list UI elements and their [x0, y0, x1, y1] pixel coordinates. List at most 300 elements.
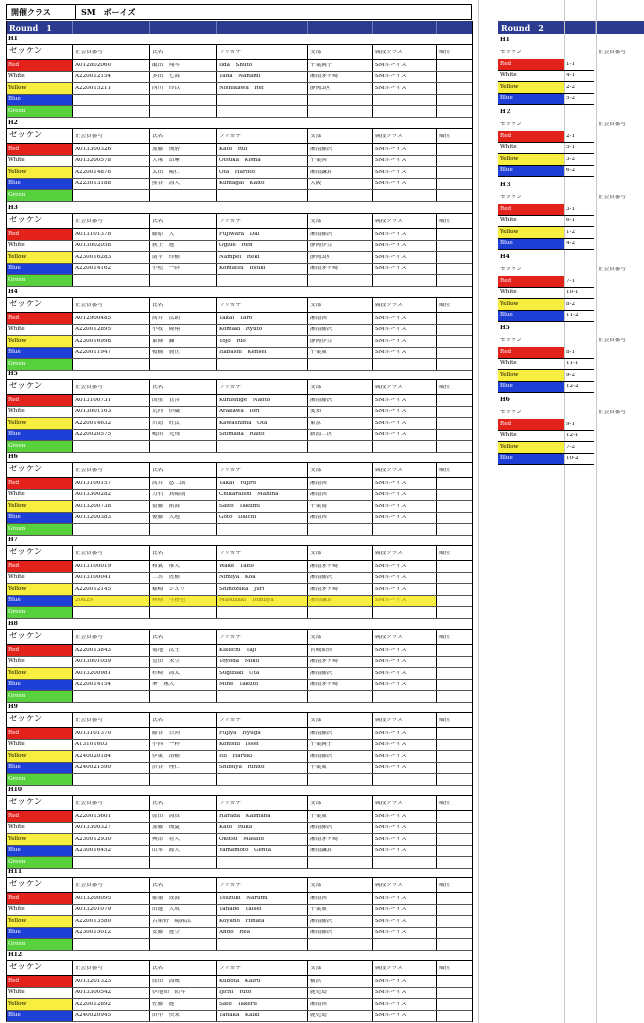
header-rule: [6, 143, 472, 144]
column-header: ゼッケン: [9, 216, 43, 225]
cell-cls: SMボーイズ: [375, 563, 407, 569]
round1-border-left: [6, 21, 7, 1021]
col-divider: [216, 546, 217, 560]
cell-name: 川島 旺汰: [152, 420, 180, 426]
lane-cell: Yellow: [6, 916, 72, 927]
cell-kana: Kunishige Naoto: [219, 397, 271, 403]
lane-cell: Green: [6, 939, 72, 950]
column-header: 競技クラス: [375, 801, 403, 806]
cell-kana: Okitsu Masato: [219, 836, 264, 842]
cell-no: A013001059: [75, 659, 112, 665]
row-rule: [6, 512, 472, 513]
col-divider: [372, 796, 373, 810]
cell-cls: SMボーイズ: [375, 85, 407, 91]
lane-cell: Yellow: [6, 501, 72, 512]
cell-cls: SMボーイズ: [375, 825, 407, 831]
cell-kana: Ijichi Yuto: [219, 990, 252, 996]
column-header: 氏名: [152, 219, 164, 224]
row-rule: [498, 464, 594, 465]
cell-branch: 静岡伊豆: [310, 338, 333, 344]
column-header: 正会員番号: [75, 551, 103, 556]
column-header: 氏名: [152, 385, 164, 390]
row-rule: [6, 71, 472, 72]
row-rule: [6, 690, 472, 691]
col-divider: [436, 630, 437, 644]
cell-cls: SMボーイズ: [375, 670, 407, 676]
lane-cell: Blue: [498, 454, 564, 465]
cell-cls: SMボーイズ: [375, 753, 407, 759]
column-header: 氏名: [152, 551, 164, 556]
cell-no: A220011947: [75, 350, 112, 356]
cell-branch: 千葉東: [310, 350, 327, 356]
cell-cls: SMボーイズ: [375, 515, 407, 521]
column-header: 正会員番号: [598, 122, 626, 127]
cell-kana: Kubota Kairu: [219, 978, 261, 984]
cell-kana: Shibuya Rihito: [219, 765, 265, 771]
seed-code: 12-2: [566, 384, 579, 390]
lane-cell: Red: [6, 313, 72, 324]
column-header: 支部: [310, 801, 322, 806]
cell-branch: 湘南藤沢: [310, 670, 333, 676]
cell-kana: Shimada Raito: [219, 432, 265, 438]
cell-no: A013200383: [75, 515, 112, 521]
class-header: [6, 4, 472, 20]
column-header: 支部: [310, 883, 322, 888]
header-rule: [6, 477, 472, 478]
seed-code: 10-2: [566, 456, 579, 462]
lane-cell: Red: [6, 478, 72, 489]
column-header: ゼッケン: [500, 50, 522, 55]
row-rule: [6, 178, 472, 179]
lane-cell: Red: [6, 60, 72, 71]
row-rule: [6, 856, 472, 857]
lane-cell: White: [6, 407, 72, 418]
column-header: 順位: [439, 50, 451, 55]
cell-cls: SMボーイズ: [375, 586, 407, 592]
row-rule: [6, 822, 472, 823]
cell-cls: SMボーイズ: [375, 243, 407, 249]
column-header: 支部: [310, 468, 322, 473]
seed-code: 10-1: [566, 290, 579, 296]
cell-kana: Iida Shuto: [219, 62, 253, 68]
seed-code: 1-2: [566, 229, 576, 235]
heat-rule: [6, 379, 472, 380]
column-header: 支部: [310, 219, 322, 224]
cell-kana: Fujiya Hyuga: [219, 730, 261, 736]
cell-branch: 千葉銚子: [310, 742, 333, 748]
cell-cls: SMボーイズ: [375, 836, 407, 842]
column-header: 支部: [310, 303, 322, 308]
row-rule: [6, 335, 472, 336]
cell-no: A013101370: [75, 730, 112, 736]
column-header: ゼッケン: [500, 122, 522, 127]
lane-cell: Yellow: [6, 167, 72, 178]
col-divider: [72, 713, 73, 727]
row-rule: [498, 176, 594, 177]
column-header: 支部: [310, 134, 322, 139]
lane-cell: Blue: [498, 311, 564, 322]
cell-no: 20629: [75, 598, 93, 604]
cell-cls: SMボーイズ: [375, 146, 407, 152]
lane-cell: Blue: [6, 928, 72, 939]
column-header: 順位: [439, 551, 451, 556]
row-rule: [6, 618, 472, 619]
col-divider: [149, 961, 150, 975]
cell-no: A220012145: [75, 586, 112, 592]
grid-line: [478, 0, 479, 1023]
cell-name: 高井 汰朗: [152, 315, 180, 321]
cell-no: A013300327: [75, 825, 112, 831]
heat-label: H1: [8, 36, 18, 42]
cell-branch: 千葉南: [310, 503, 327, 509]
column-header: フリガナ: [219, 303, 242, 308]
cell-kana: Tojo Rio: [219, 338, 246, 344]
header-rule: [6, 228, 472, 229]
cell-no: A013200738: [75, 503, 112, 509]
column-header: 順位: [439, 385, 451, 390]
col-divider: [149, 45, 150, 59]
column-header: 順位: [439, 883, 451, 888]
seed-code: 6-1: [566, 218, 576, 224]
header-rule: [6, 560, 472, 561]
column-header: 氏名: [152, 468, 164, 473]
header-rule: [6, 727, 472, 728]
col-divider: [307, 380, 308, 394]
lane-cell: Blue: [498, 239, 564, 250]
heat-label: H11: [8, 869, 23, 875]
cell-name: 飯田 翔斗: [152, 62, 180, 68]
lane-cell: Green: [6, 190, 72, 201]
row-rule: [6, 347, 472, 348]
lane-cell: Yellow: [6, 584, 72, 595]
lane-cell: Yellow: [6, 668, 72, 679]
cell-kana: Saito Takumi: [219, 503, 260, 509]
cell-kana: Nishikawa Rei: [219, 85, 264, 91]
row-rule: [6, 263, 472, 264]
col-divider: [307, 878, 308, 892]
row-rule: [498, 321, 594, 322]
lane-cell: Blue: [6, 348, 72, 359]
cell-no: A013300282: [75, 492, 112, 498]
col-divider: [307, 298, 308, 312]
col-divider: [436, 961, 437, 975]
cell-branch: 湘南西: [310, 515, 327, 521]
heat-label: H3: [8, 205, 18, 211]
column-header: ゼッケン: [9, 548, 43, 557]
cell-kana: Wake Taito: [219, 563, 254, 569]
cell-name: 伊東 治樹: [152, 753, 180, 759]
column-header: ゼッケン: [9, 300, 43, 309]
heat-rule: [6, 629, 472, 630]
cell-name: 国重 直音: [152, 397, 180, 403]
heat-label: H6: [500, 397, 510, 403]
lane-cell: White: [6, 823, 72, 834]
cell-name: 多田 七海: [152, 74, 180, 80]
lane-cell: Blue: [498, 94, 564, 105]
column-header: 競技クラス: [375, 718, 403, 723]
seed-code: 7-2: [566, 444, 576, 450]
cell-kana: Tanabe Taisei: [219, 907, 262, 913]
cell-kana: Koyano Hinata: [219, 918, 265, 924]
lane-cell: Blue: [6, 430, 72, 441]
col-divider: [149, 298, 150, 312]
cell-name: 原田 海真: [152, 813, 180, 819]
lane-cell: White: [498, 71, 564, 82]
col-divider: [149, 713, 150, 727]
cell-kana: Nampei Reki: [219, 254, 260, 260]
cell-branch: 湘南西: [310, 480, 327, 486]
row-rule: [6, 417, 472, 418]
cell-cls: SMボーイズ: [375, 598, 407, 604]
lane-cell: Red: [6, 144, 72, 155]
col-divider: [216, 129, 217, 143]
col-divider: [307, 630, 308, 644]
cell-kana: Sato Takeru: [219, 1001, 257, 1007]
column-header: 支部: [310, 635, 322, 640]
column-header: 正会員番号: [75, 219, 103, 224]
col-divider: [372, 380, 373, 394]
column-header: 順位: [439, 468, 451, 473]
cell-branch: 湘南西: [310, 1001, 327, 1007]
cell-branch: 湘南藤沢: [310, 825, 333, 831]
row-rule: [6, 572, 472, 573]
col-divider: [307, 961, 308, 975]
lane-cell: Green: [6, 441, 72, 452]
cell-cls: SMボーイズ: [375, 930, 407, 936]
cell-kana: Yamamoto Genta: [219, 848, 272, 854]
cell-no: A013300542: [75, 990, 112, 996]
cell-kana: Kikuchi Taji: [219, 647, 257, 653]
seed-code: 4-2: [566, 241, 576, 247]
header-rule: [6, 975, 472, 976]
cell-cls: SMボーイズ: [375, 813, 407, 819]
col-divider: [307, 713, 308, 727]
cell-name: 加藤 琉碧: [152, 146, 180, 152]
column-header: 正会員番号: [75, 303, 103, 308]
col-divider: [372, 713, 373, 727]
lane-cell: Yellow: [6, 418, 72, 429]
cell-no: A013100157: [75, 480, 112, 486]
row-rule: [6, 155, 472, 156]
column-header: 競技クラス: [375, 50, 403, 55]
cell-branch: 湘南藤沢: [310, 397, 333, 403]
column-header: フリガナ: [219, 468, 242, 473]
lane-cell: White: [498, 359, 564, 370]
col-divider: [372, 878, 373, 892]
cell-name: 加藤 琉夏: [152, 825, 180, 831]
col-divider: [372, 630, 373, 644]
cell-branch: 湘南西: [310, 895, 327, 901]
seed-code: 9-2: [566, 372, 576, 378]
column-header: 正会員番号: [75, 50, 103, 55]
lane-cell: Red: [498, 131, 564, 142]
col-divider: [436, 380, 437, 394]
lane-cell: Red: [6, 893, 72, 904]
class-label: 開催クラス: [11, 8, 51, 16]
column-header: ゼッケン: [9, 880, 43, 889]
column-header: 競技クラス: [375, 385, 403, 390]
col-divider: [372, 298, 373, 312]
cell-branch: 湘南藤沢: [310, 231, 333, 237]
lane-cell: Blue: [6, 95, 72, 106]
cell-name: 篠崎 ジュリ: [152, 586, 186, 592]
grid-line: [596, 0, 597, 1023]
cell-cls: SMボーイズ: [375, 266, 407, 272]
column-header: 正会員番号: [598, 267, 626, 272]
cell-kana: Arakawa Iori: [219, 409, 260, 415]
row-rule: [6, 94, 472, 95]
cell-name: 力石 真陽南: [152, 492, 186, 498]
cell-cls: SMボーイズ: [375, 895, 407, 901]
bar-divider: [372, 21, 373, 34]
cell-no: A220012895: [75, 327, 112, 333]
cell-no: A013200095: [75, 895, 112, 901]
cell-cls: SMボーイズ: [375, 1013, 407, 1019]
col-divider: [436, 796, 437, 810]
lane-cell: Green: [6, 359, 72, 370]
lane-cell: Yellow: [498, 299, 564, 310]
heat-label: H6: [8, 454, 18, 460]
lane-cell: Yellow: [498, 227, 564, 238]
column-header: フリガナ: [219, 718, 242, 723]
cell-branch: 湘南茅ヶ崎: [310, 563, 338, 569]
bar-divider: [149, 21, 150, 34]
cell-no: A013100041: [75, 575, 112, 581]
cell-branch: 千葉東: [310, 813, 327, 819]
cell-no: A13101603: [75, 742, 108, 748]
heat-rule: [6, 545, 472, 546]
lane-cell: Red: [6, 976, 72, 987]
cell-kana: Takai Taro: [219, 315, 253, 321]
cell-cls: SMボーイズ: [375, 231, 407, 237]
column-header: フリガナ: [219, 219, 242, 224]
row-rule: [6, 324, 472, 325]
row-rule: [6, 1021, 472, 1022]
col-divider: [216, 463, 217, 477]
cell-branch: 静岡伊豆: [310, 243, 333, 249]
cell-branch: 湘南藤沢: [310, 930, 333, 936]
column-header: 競技クラス: [375, 468, 403, 473]
seed-code: 9-1: [566, 421, 576, 427]
cell-branch: 湘南茅ヶ崎: [310, 266, 338, 272]
lane-cell: Yellow: [498, 370, 564, 381]
row-rule: [6, 739, 472, 740]
lane-cell: Red: [6, 395, 72, 406]
column-header: 正会員番号: [75, 718, 103, 723]
lane-cell: Green: [6, 106, 72, 117]
cell-cls: SMボーイズ: [375, 420, 407, 426]
col-divider: [372, 45, 373, 59]
cell-cls: SMボーイズ: [375, 169, 407, 175]
row-rule: [6, 82, 472, 83]
seed-code: 5-2: [566, 96, 576, 102]
cell-no: A013201079: [75, 907, 112, 913]
cell-cls: SMボーイズ: [375, 730, 407, 736]
cell-branch: 湘南茅ヶ崎: [310, 586, 338, 592]
lane-cell: Blue: [6, 179, 72, 190]
row-rule: [6, 762, 472, 763]
column-header: 支部: [310, 551, 322, 556]
col-divider: [72, 796, 73, 810]
lane-cell: Yellow: [6, 834, 72, 845]
col-divider: [149, 129, 150, 143]
column-header: 競技クラス: [375, 219, 403, 224]
row-rule: [6, 868, 472, 869]
row-rule: [6, 406, 472, 407]
column-header: ゼッケン: [9, 47, 43, 56]
column-header: 順位: [439, 134, 451, 139]
lane-cell: White: [6, 156, 72, 167]
cell-branch: 静岡3区: [310, 254, 331, 260]
cell-no: A230016283: [75, 254, 112, 260]
col-divider: [436, 463, 437, 477]
row-rule: [6, 1010, 472, 1011]
col-divider: [149, 463, 150, 477]
cell-branch: 静岡3区: [310, 85, 331, 91]
header-rule: [6, 892, 472, 893]
col-divider: [436, 129, 437, 143]
row-rule: [6, 500, 472, 501]
col-divider: [149, 796, 150, 810]
cell-name: 南平 玲樹: [152, 254, 180, 260]
seed-code: 2-1: [566, 133, 576, 139]
lane-cell: Red: [498, 276, 564, 287]
column-header: 氏名: [152, 801, 164, 806]
lane-cell: Red: [6, 561, 72, 572]
heat-label: H4: [8, 289, 18, 295]
lane-cell: White: [498, 216, 564, 227]
column-header: ゼッケン: [9, 632, 43, 641]
column-header: 競技クラス: [375, 883, 403, 888]
row-rule: [6, 750, 472, 751]
heat-rule: [6, 297, 472, 298]
cell-cls: SMボーイズ: [375, 918, 407, 924]
column-header: ゼッケン: [9, 382, 43, 391]
lane-cell: Green: [6, 857, 72, 868]
col-divider: [216, 298, 217, 312]
column-header: 順位: [439, 303, 451, 308]
col-divider: [216, 878, 217, 892]
cell-cls: SMボーイズ: [375, 397, 407, 403]
seed-code: 2-2: [566, 84, 576, 90]
cell-branch: 湘南藤沢: [310, 327, 333, 333]
cell-cls: SMボーイズ: [375, 62, 407, 68]
cell-kana: Otsuka Koma: [219, 158, 261, 164]
column-header: 支部: [310, 50, 322, 55]
col-divider: [216, 380, 217, 394]
cell-no: A013002058: [75, 243, 112, 249]
column-header: 競技クラス: [375, 635, 403, 640]
lane-cell: White: [6, 573, 72, 584]
column-header: 支部: [310, 718, 322, 723]
cell-branch: 宮城仙台: [310, 647, 333, 653]
cell-branch: 湘南西: [310, 492, 327, 498]
cell-name: 藤原 大: [152, 231, 175, 237]
col-divider: [436, 214, 437, 228]
cell-branch: 湘南藤沢: [310, 730, 333, 736]
cell-name: 和氣 堆人: [152, 563, 180, 569]
cell-cls: SMボーイズ: [375, 503, 407, 509]
round2-title-bar: [498, 21, 644, 34]
cell-no: A220012892: [75, 1001, 112, 1007]
col-divider: [216, 45, 217, 59]
cell-branch: 東京: [310, 420, 322, 426]
col-divider: [72, 463, 73, 477]
bar-divider: [72, 21, 73, 34]
cell-kana: Kumagai Kaito: [219, 181, 265, 187]
lane-cell: White: [6, 740, 72, 751]
row-rule: [6, 606, 472, 607]
